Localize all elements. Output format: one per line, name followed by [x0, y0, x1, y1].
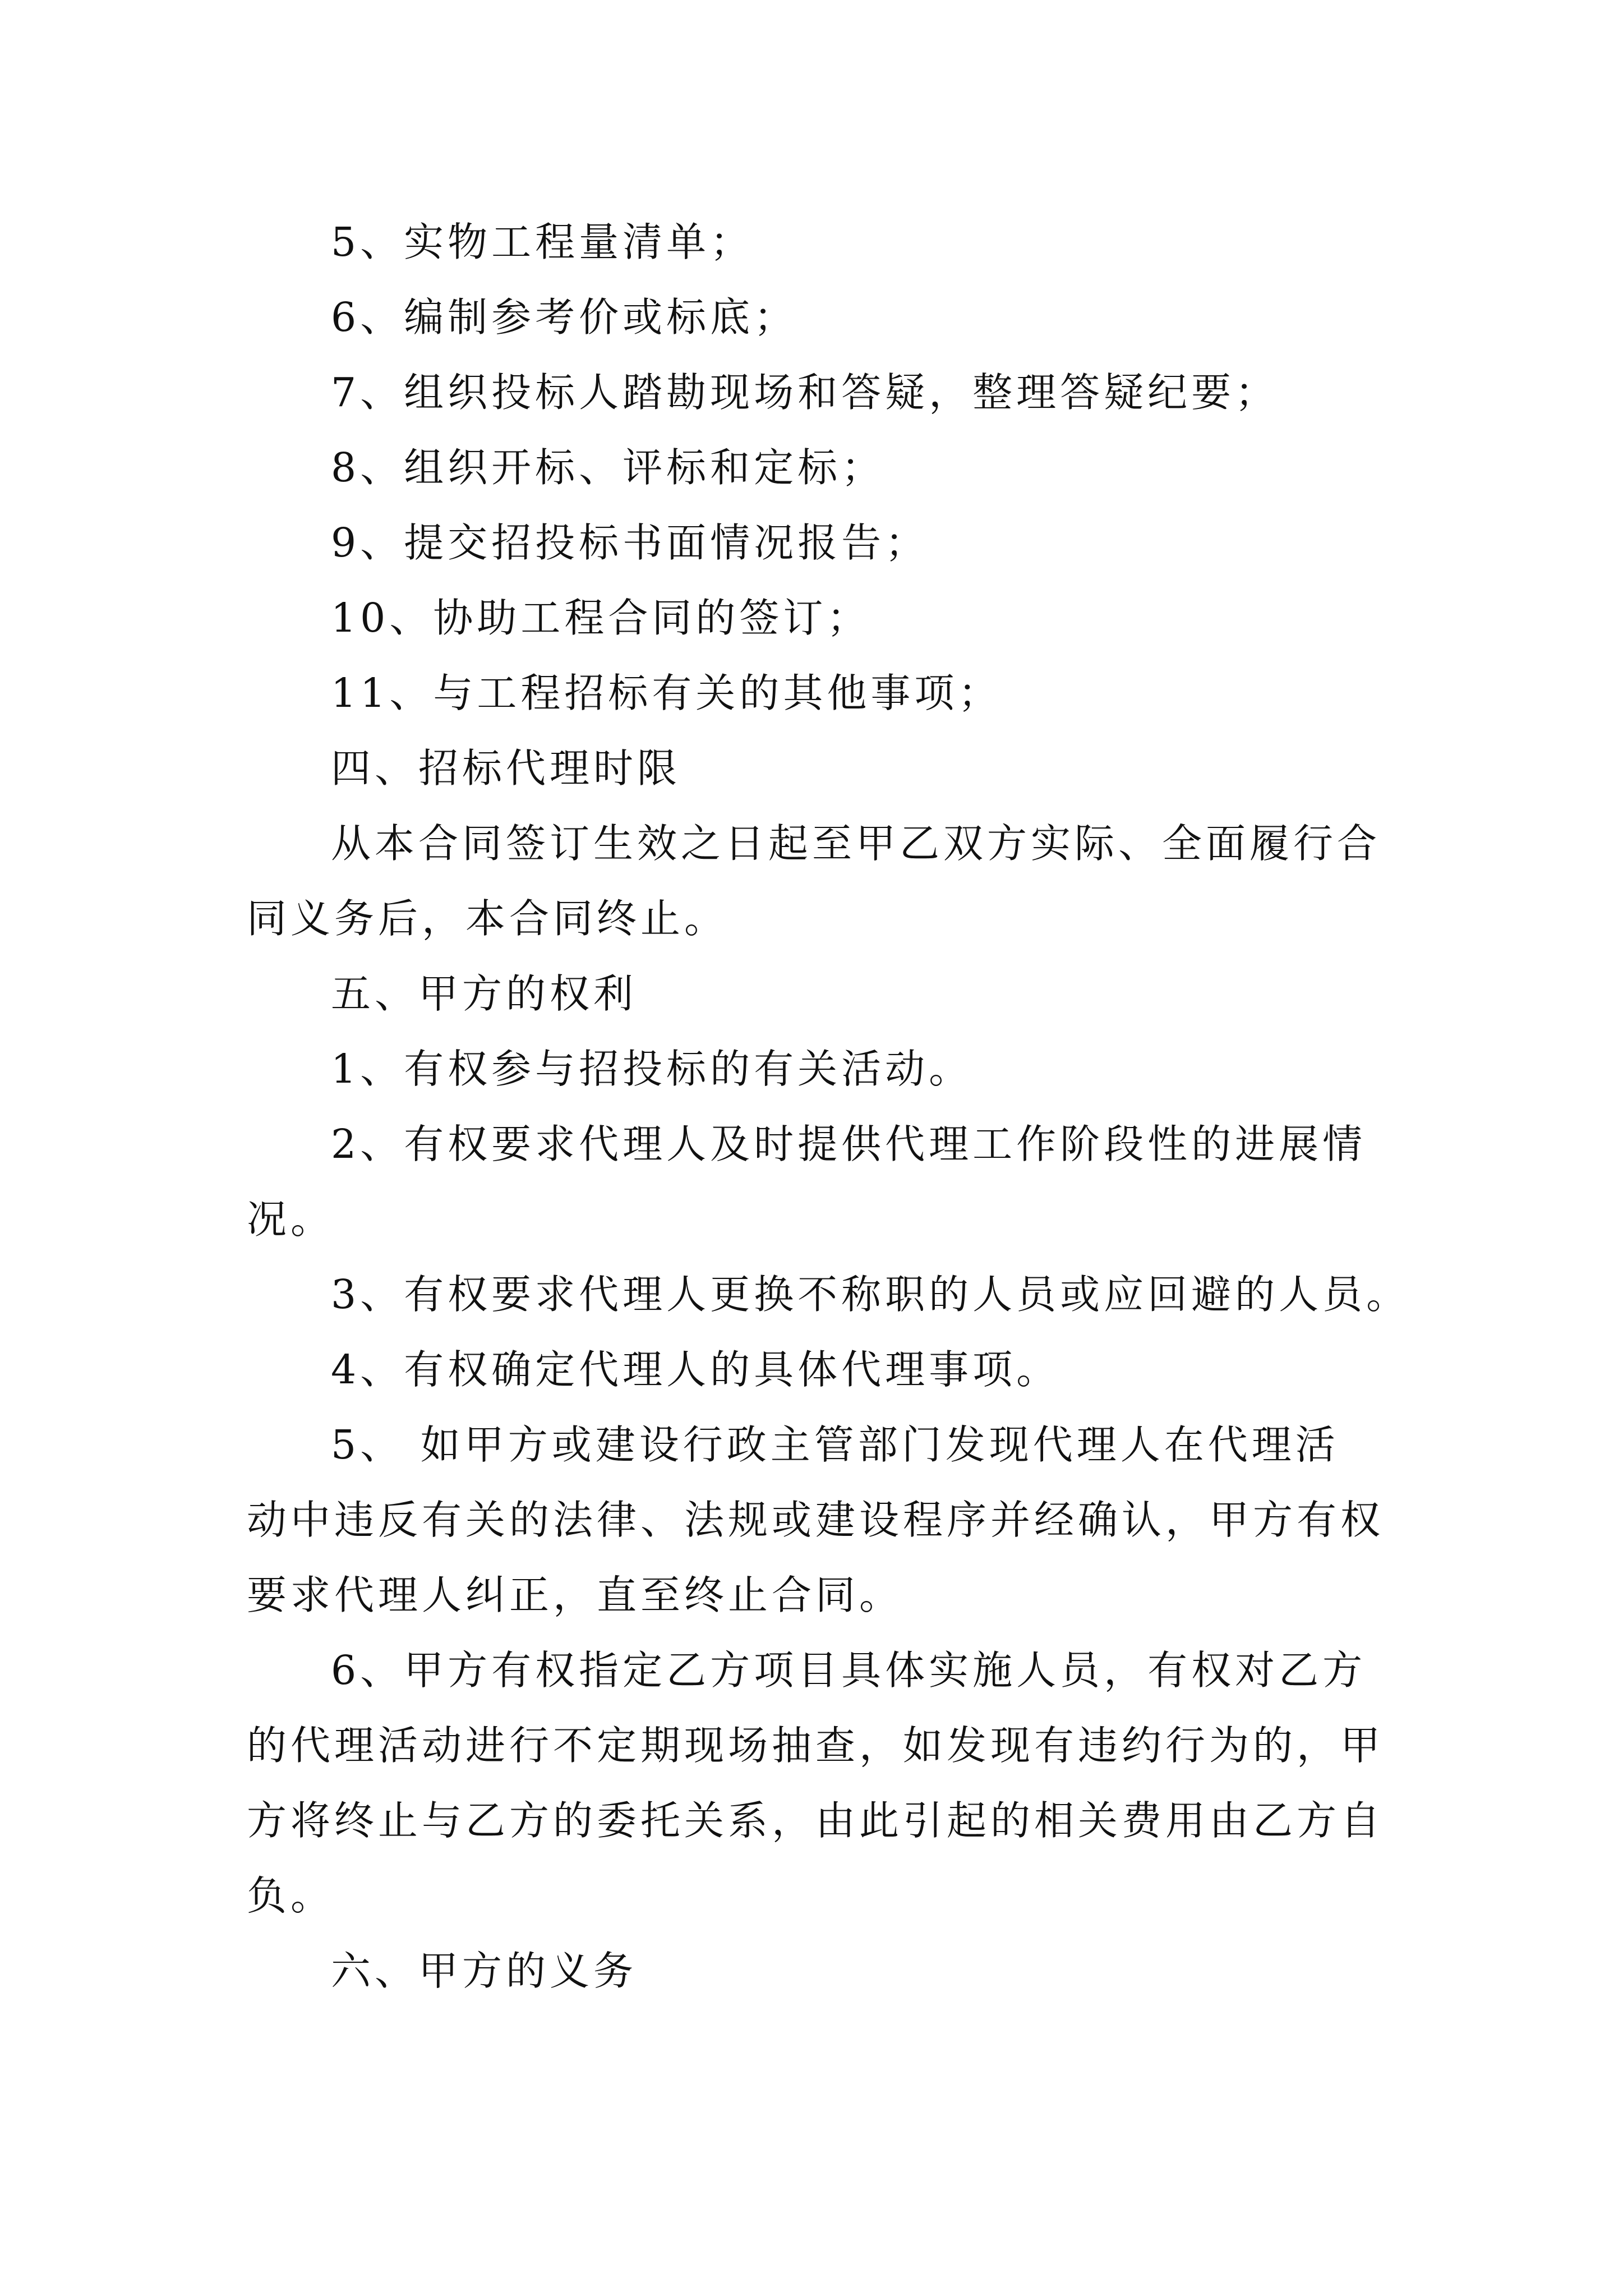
text-line: 的代理活动进行不定期现场抽查，如发现有违约行为的，甲 [247, 1722, 1385, 1769]
text-line: 从本合同签订生效之日起至甲乙双方实际、全面履行合 [331, 820, 1381, 867]
text-line: 5、 如甲方或建设行政主管部门发现代理人在代理活 [331, 1421, 1339, 1468]
text-line: 要求代理人纠正，直至终止合同。 [247, 1572, 903, 1618]
text-line: 负。 [247, 1872, 335, 1919]
text-line: 2、有权要求代理人及时提供代理工作阶段性的进展情 [331, 1121, 1367, 1167]
text-line: 方将终止与乙方的委托关系，由此引起的相关费用由乙方自 [247, 1797, 1385, 1844]
text-line: 6、甲方有权指定乙方项目具体实施人员，有权对乙方 [331, 1647, 1367, 1694]
section-heading: 五、甲方的权利 [331, 970, 638, 1017]
text-line: 3、有权要求代理人更换不称职的人员或应回避的人员。 [331, 1271, 1410, 1318]
section-heading: 六、甲方的义务 [331, 1948, 638, 1994]
text-line: 11、与工程招标有关的其他事项； [331, 670, 1002, 716]
text-line: 1、有权参与招投标的有关活动。 [331, 1046, 973, 1092]
text-line: 动中违反有关的法律、法规或建设程序并经确认，甲方有权 [247, 1497, 1385, 1543]
text-line: 7、组织投标人踏勘现场和答疑，整理答疑纪要； [331, 369, 1279, 416]
text-line: 况。 [247, 1196, 335, 1243]
text-line: 9、提交招投标书面情况报告； [331, 519, 929, 566]
text-line: 4、有权确定代理人的具体代理事项。 [331, 1346, 1061, 1393]
text-line: 同义务后，本合同终止。 [247, 895, 728, 942]
text-line: 5、实物工程量清单； [331, 219, 754, 265]
text-line: 8、组织开标、评标和定标； [331, 444, 886, 491]
section-heading: 四、招标代理时限 [331, 745, 681, 792]
text-line: 6、编制参考价或标底； [331, 294, 798, 341]
text-line: 10、协助工程合同的签订； [331, 595, 871, 641]
